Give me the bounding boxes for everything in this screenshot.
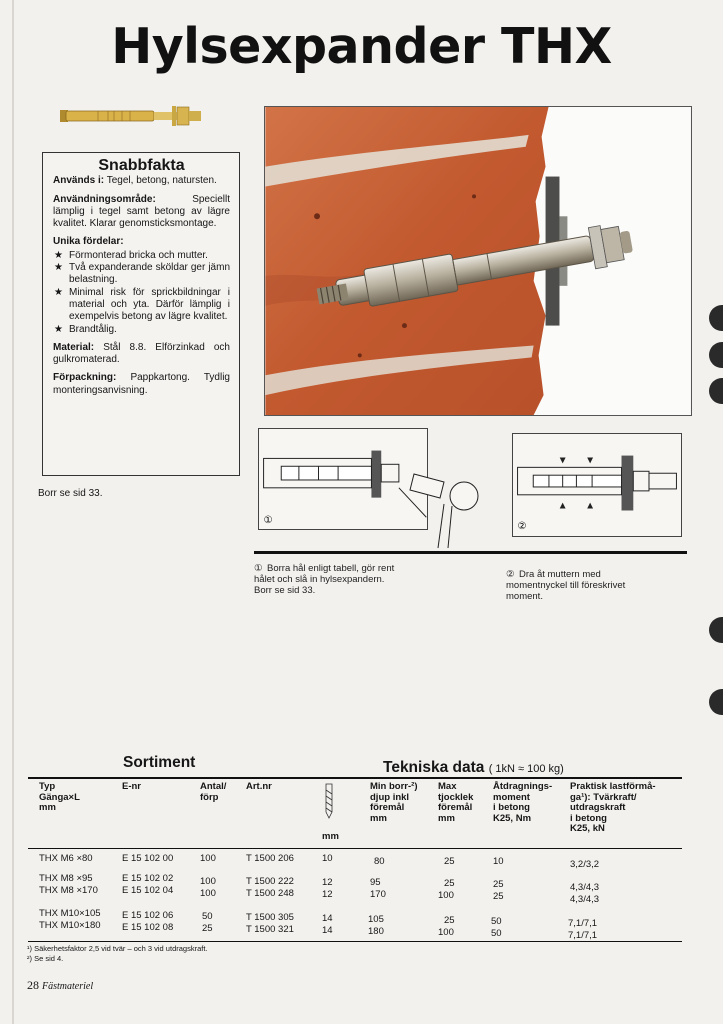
area-label: Användningsområde:	[53, 193, 156, 205]
star-icon: ★	[54, 249, 63, 261]
technical-data-heading: Tekniska data ( 1kN ≈ 100 kg)	[383, 759, 564, 776]
header-praktisk-lastformaga: Praktisk lastförmå- ga¹): Tvärkraft/ utdragskraft i betong K25, kN	[570, 781, 656, 834]
packaging-label: Förpackning:	[53, 372, 117, 384]
diagram-1-label: ①	[263, 515, 273, 527]
header-enr: E-nr	[122, 781, 141, 792]
step-1-text: ① Borra hål enligt tabell, gör rent hålet och slå in hylsexpandern. Borr se sid 33.	[254, 563, 395, 596]
material-paragraph	[53, 342, 230, 367]
anchor-thumbnail-image	[58, 100, 204, 130]
section-name: Fästmateriel	[42, 981, 94, 992]
footnote-1: ¹) Säkerhetsfaktor 2,5 vid tvär – och 3 vid utdragskraft.	[27, 944, 208, 953]
header-atdragningsmoment: Åtdragnings- moment i betong K25, Nm	[493, 781, 553, 824]
drill-step-diagram	[258, 428, 428, 530]
tighten-step-diagram	[512, 433, 682, 537]
advantages-list	[53, 250, 230, 336]
material-label: Material:	[53, 341, 95, 353]
advantage-item: ★ Förmonterad bricka och mutter.	[54, 249, 208, 261]
header-max-tjocklek: Max tjocklek föremål mm	[438, 781, 474, 824]
used-in-paragraph	[53, 175, 230, 187]
quick-facts-box	[42, 152, 240, 476]
advantage-item: ★ Minimal risk för sprickbildningar i material och yta. Därför lämplig i exempelvis betong av lägre kvalitet.	[54, 286, 230, 323]
header-typ: Typ Gänga×L mm	[39, 781, 80, 813]
table-bottom-rule	[28, 941, 682, 942]
page-folio	[27, 978, 93, 993]
hammer-icon	[404, 464, 494, 550]
star-icon: ★	[54, 323, 63, 335]
sortiment-heading: Sortiment	[123, 754, 196, 771]
quick-facts-heading: Snabbfakta	[98, 157, 185, 174]
diagram-2-label: ②	[517, 521, 527, 533]
packaging-text: Pappkartong. Tydlig monteringsanvisning.	[53, 372, 230, 396]
star-icon: ★	[54, 262, 63, 274]
footnote-2: ²) Se sid 4.	[27, 954, 64, 963]
page-number: 28	[27, 978, 39, 992]
advantage-item: ★ Brandtålig.	[54, 323, 117, 335]
page-title: Hylsexpander THX	[111, 18, 612, 75]
page-edge	[12, 0, 14, 1024]
area-text: Speciellt lämplig i tegel samt betong av lägre kvalitet. Klarar genomsticksmontage.	[53, 193, 230, 230]
star-icon: ★	[54, 286, 63, 298]
header-antal: Antal/ förp	[200, 781, 227, 803]
drill-bit-icon	[322, 782, 336, 830]
header-drill-unit: mm	[322, 831, 339, 842]
table-header-rule	[28, 848, 682, 849]
area-paragraph	[53, 194, 230, 231]
technical-data-unit: ( 1kN ≈ 100 kg)	[488, 763, 564, 775]
advantage-item: ★ Två expanderande sköldar ger jämn belastning.	[54, 262, 230, 286]
advantages-label: Unika fördelar:	[53, 236, 124, 248]
material-text: Stål 8.8. Elförzinkad och gulkromaterad.	[53, 341, 230, 366]
used-in-text: Tegel, betong, natursten.	[106, 175, 217, 187]
header-artnr: Art.nr	[246, 781, 272, 792]
borr-note: Borr se sid 33.	[38, 488, 103, 499]
installation-photo	[264, 106, 692, 416]
steps-rule	[254, 551, 687, 554]
packaging-paragraph	[53, 372, 230, 397]
header-min-borrdjup: Min borr-²) djup inkl föremål mm	[370, 781, 418, 824]
used-in-label: Används i:	[53, 175, 105, 187]
advantages-label-paragraph	[53, 236, 230, 248]
step-2-text: ② Dra åt muttern med momentnyckel till föreskrivet moment.	[506, 569, 626, 602]
table-top-rule	[28, 777, 682, 779]
